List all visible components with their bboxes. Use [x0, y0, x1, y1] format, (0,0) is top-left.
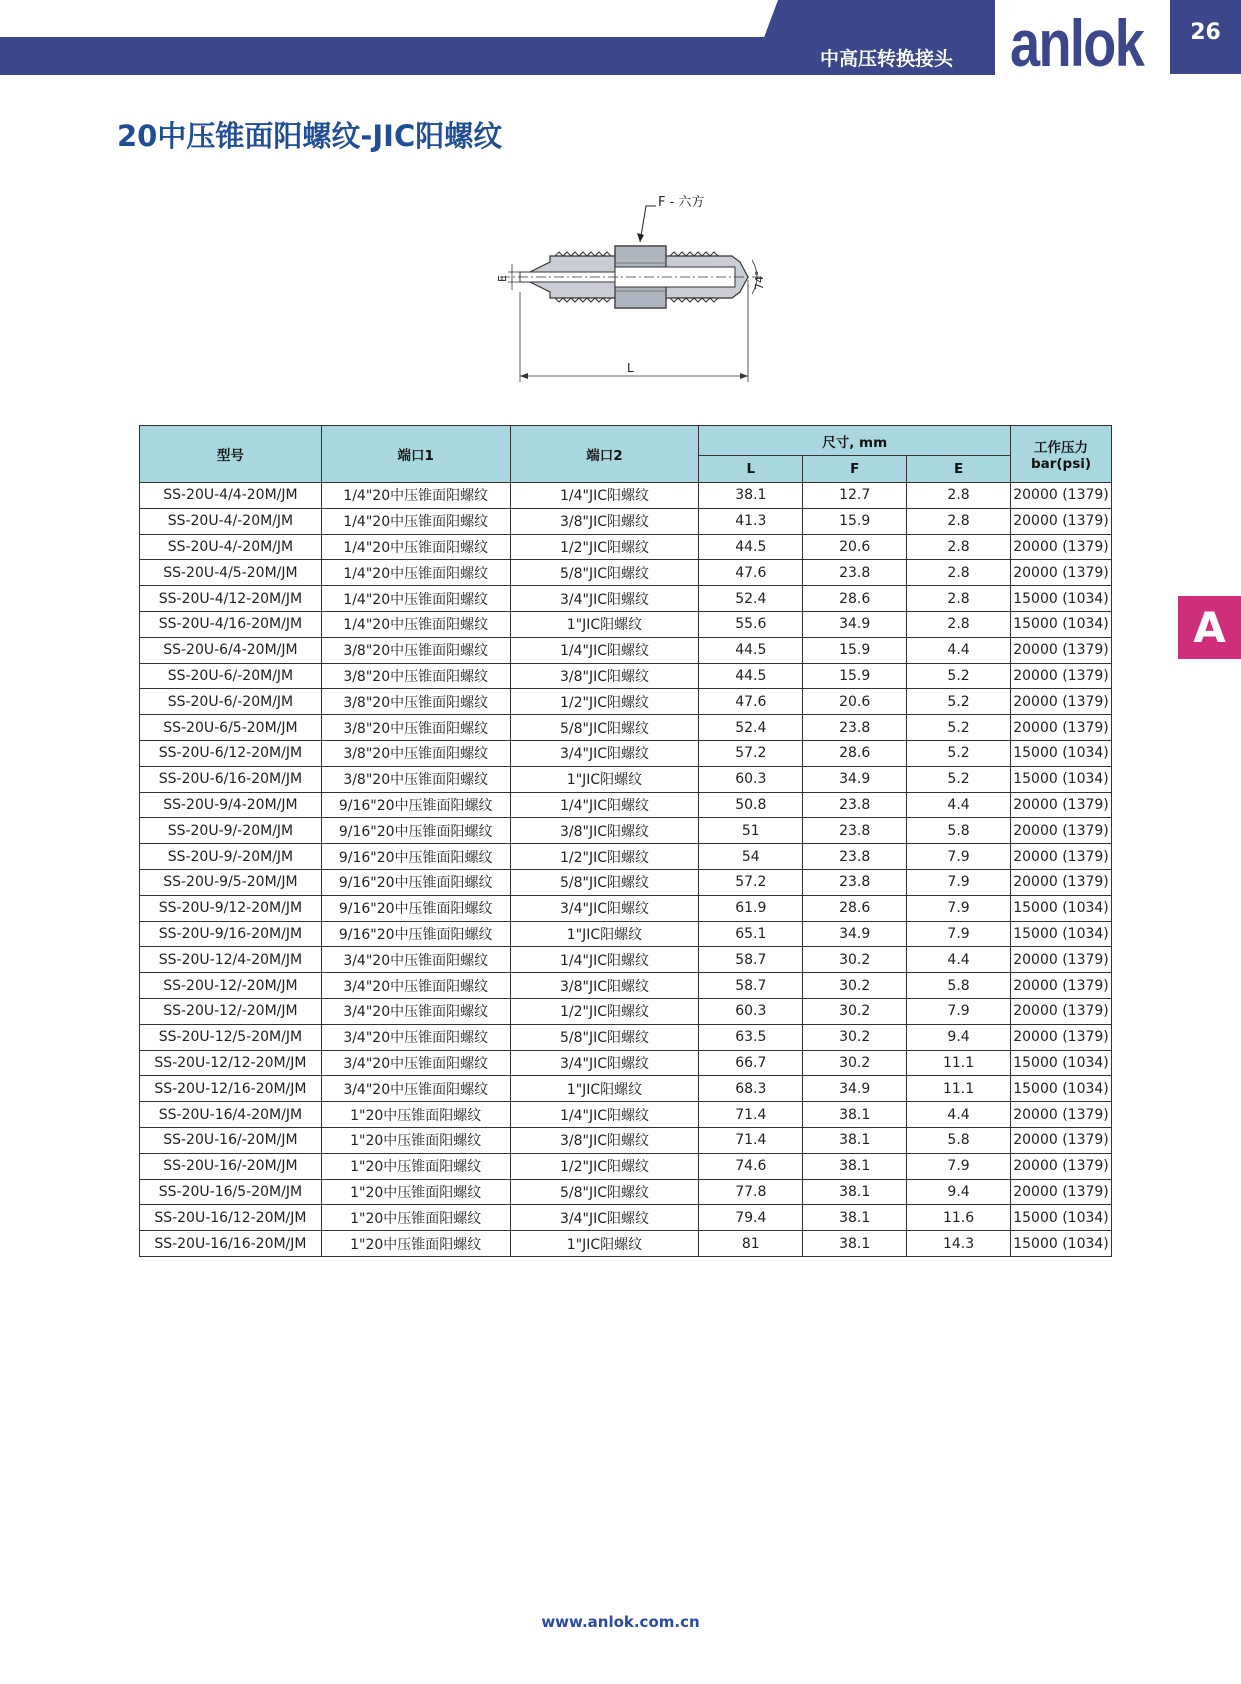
cell-bore-e: 5.2 [907, 689, 1011, 715]
hex-label: F - 六方 [658, 195, 705, 210]
cell-length-l: 57.2 [699, 869, 803, 895]
cell-pressure: 15000 (1034) [1011, 586, 1112, 612]
cell-port2: 5/8"JIC阳螺纹 [510, 715, 699, 741]
cell-model: SS-20U-12/4-20M/JM [140, 947, 322, 973]
cell-length-l: 55.6 [699, 611, 803, 637]
cell-model: SS-20U-4/16-20M/JM [140, 611, 322, 637]
cell-pressure: 20000 (1379) [1011, 1153, 1112, 1179]
cell-hex-f: 34.9 [803, 1076, 907, 1102]
cell-bore-e: 2.8 [907, 534, 1011, 560]
cell-port1: 3/4"20中压锥面阳螺纹 [321, 1050, 510, 1076]
cell-pressure: 20000 (1379) [1011, 1102, 1112, 1128]
cell-port2: 3/8"JIC阳螺纹 [510, 818, 699, 844]
cell-length-l: 57.2 [699, 740, 803, 766]
cell-bore-e: 5.8 [907, 1127, 1011, 1153]
cell-hex-f: 20.6 [803, 689, 907, 715]
footer-url: www.anlok.com.cn [541, 1613, 700, 1631]
cell-port1: 3/8"20中压锥面阳螺纹 [321, 689, 510, 715]
table-row [140, 1127, 1112, 1153]
cell-length-l: 63.5 [699, 1024, 803, 1050]
section-tab: A [1178, 596, 1241, 659]
cell-pressure: 20000 (1379) [1011, 947, 1112, 973]
cell-hex-f: 20.6 [803, 534, 907, 560]
cell-bore-e: 4.4 [907, 637, 1011, 663]
cell-port1: 1/4"20中压锥面阳螺纹 [321, 508, 510, 534]
cell-bore-e: 7.9 [907, 869, 1011, 895]
cell-model: SS-20U-6/12-20M/JM [140, 740, 322, 766]
cell-port1: 9/16"20中压锥面阳螺纹 [321, 844, 510, 870]
cell-bore-e: 7.9 [907, 921, 1011, 947]
cell-bore-e: 2.8 [907, 508, 1011, 534]
cell-port2: 1/2"JIC阳螺纹 [510, 534, 699, 560]
cell-hex-f: 23.8 [803, 792, 907, 818]
cell-length-l: 71.4 [699, 1102, 803, 1128]
cell-model: SS-20U-9/-20M/JM [140, 818, 322, 844]
cell-model: SS-20U-16/-20M/JM [140, 1127, 322, 1153]
cell-port2: 1"JIC阳螺纹 [510, 921, 699, 947]
table-row [140, 611, 1112, 637]
header-dimensions: 尺寸, mm [699, 426, 1011, 456]
cell-length-l: 74.6 [699, 1153, 803, 1179]
table-row [140, 998, 1112, 1024]
cell-pressure: 20000 (1379) [1011, 1024, 1112, 1050]
cell-port1: 9/16"20中压锥面阳螺纹 [321, 869, 510, 895]
header-model: 型号 [140, 426, 322, 483]
table-row [140, 1153, 1112, 1179]
cell-port1: 1/4"20中压锥面阳螺纹 [321, 560, 510, 586]
cell-port1: 1"20中压锥面阳螺纹 [321, 1102, 510, 1128]
cell-model: SS-20U-16/5-20M/JM [140, 1179, 322, 1205]
cell-model: SS-20U-6/-20M/JM [140, 689, 322, 715]
cell-length-l: 81 [699, 1231, 803, 1257]
cell-length-l: 66.7 [699, 1050, 803, 1076]
cell-pressure: 15000 (1034) [1011, 921, 1112, 947]
cell-port2: 3/4"JIC阳螺纹 [510, 586, 699, 612]
cell-port2: 1/4"JIC阳螺纹 [510, 792, 699, 818]
cell-port2: 3/8"JIC阳螺纹 [510, 508, 699, 534]
cell-bore-e: 9.4 [907, 1024, 1011, 1050]
cell-pressure: 20000 (1379) [1011, 818, 1112, 844]
cell-port1: 9/16"20中压锥面阳螺纹 [321, 921, 510, 947]
table-row [140, 689, 1112, 715]
cell-pressure: 20000 (1379) [1011, 637, 1112, 663]
page-number: 26 [1190, 20, 1221, 45]
cell-port1: 3/4"20中压锥面阳螺纹 [321, 998, 510, 1024]
cell-model: SS-20U-6/16-20M/JM [140, 766, 322, 792]
cell-port1: 9/16"20中压锥面阳螺纹 [321, 895, 510, 921]
cell-pressure: 20000 (1379) [1011, 1127, 1112, 1153]
cell-port1: 3/8"20中压锥面阳螺纹 [321, 715, 510, 741]
table-row [140, 1076, 1112, 1102]
cell-hex-f: 23.8 [803, 560, 907, 586]
cell-pressure: 20000 (1379) [1011, 715, 1112, 741]
cell-length-l: 61.9 [699, 895, 803, 921]
cell-port1: 3/4"20中压锥面阳螺纹 [321, 1076, 510, 1102]
cell-model: SS-20U-9/5-20M/JM [140, 869, 322, 895]
cell-port2: 3/4"JIC阳螺纹 [510, 1205, 699, 1231]
cell-pressure: 20000 (1379) [1011, 663, 1112, 689]
table-row [140, 844, 1112, 870]
cell-pressure: 20000 (1379) [1011, 998, 1112, 1024]
cell-bore-e: 2.8 [907, 611, 1011, 637]
cell-port2: 1/2"JIC阳螺纹 [510, 844, 699, 870]
cell-hex-f: 38.1 [803, 1231, 907, 1257]
cell-bore-e: 9.4 [907, 1179, 1011, 1205]
cell-length-l: 44.5 [699, 534, 803, 560]
cell-pressure: 20000 (1379) [1011, 534, 1112, 560]
cell-port1: 3/8"20中压锥面阳螺纹 [321, 740, 510, 766]
table-row [140, 869, 1112, 895]
cell-model: SS-20U-12/12-20M/JM [140, 1050, 322, 1076]
cell-length-l: 38.1 [699, 483, 803, 509]
cell-length-l: 54 [699, 844, 803, 870]
cell-pressure: 15000 (1034) [1011, 1050, 1112, 1076]
cell-hex-f: 23.8 [803, 818, 907, 844]
cell-port1: 3/8"20中压锥面阳螺纹 [321, 663, 510, 689]
cell-port2: 1"JIC阳螺纹 [510, 766, 699, 792]
cell-length-l: 52.4 [699, 586, 803, 612]
cell-port1: 1/4"20中压锥面阳螺纹 [321, 483, 510, 509]
cell-port1: 9/16"20中压锥面阳螺纹 [321, 818, 510, 844]
header-pressure [1011, 426, 1112, 483]
dim-l-label: L [627, 361, 634, 375]
cell-length-l: 79.4 [699, 1205, 803, 1231]
table-row [140, 818, 1112, 844]
table-row [140, 1024, 1112, 1050]
cell-length-l: 44.5 [699, 663, 803, 689]
cell-length-l: 51 [699, 818, 803, 844]
cell-pressure: 15000 (1034) [1011, 740, 1112, 766]
spec-table [139, 425, 1112, 1257]
table-row [140, 1179, 1112, 1205]
cell-length-l: 58.7 [699, 947, 803, 973]
cell-hex-f: 23.8 [803, 715, 907, 741]
cell-model: SS-20U-9/-20M/JM [140, 844, 322, 870]
cell-bore-e: 2.8 [907, 483, 1011, 509]
table-row [140, 921, 1112, 947]
table-row [140, 663, 1112, 689]
cell-length-l: 68.3 [699, 1076, 803, 1102]
cell-model: SS-20U-6/4-20M/JM [140, 637, 322, 663]
cell-model: SS-20U-4/12-20M/JM [140, 586, 322, 612]
cell-port1: 1/4"20中压锥面阳螺纹 [321, 611, 510, 637]
cell-hex-f: 15.9 [803, 663, 907, 689]
cell-bore-e: 11.6 [907, 1205, 1011, 1231]
table-row [140, 586, 1112, 612]
table-row [140, 508, 1112, 534]
cell-port2: 1/4"JIC阳螺纹 [510, 947, 699, 973]
cell-pressure: 15000 (1034) [1011, 611, 1112, 637]
cell-hex-f: 30.2 [803, 1024, 907, 1050]
cell-model: SS-20U-16/4-20M/JM [140, 1102, 322, 1128]
cell-port2: 5/8"JIC阳螺纹 [510, 1179, 699, 1205]
cell-hex-f: 38.1 [803, 1102, 907, 1128]
cell-pressure: 20000 (1379) [1011, 1179, 1112, 1205]
cell-hex-f: 38.1 [803, 1153, 907, 1179]
cell-pressure: 20000 (1379) [1011, 689, 1112, 715]
page-title: 20中压锥面阳螺纹-JIC阳螺纹 [117, 119, 503, 153]
table-row [140, 895, 1112, 921]
fitting-diagram [480, 190, 770, 390]
cell-pressure: 20000 (1379) [1011, 483, 1112, 509]
cell-port1: 1"20中压锥面阳螺纹 [321, 1127, 510, 1153]
cell-port1: 3/8"20中压锥面阳螺纹 [321, 766, 510, 792]
cell-model: SS-20U-6/-20M/JM [140, 663, 322, 689]
cell-port2: 1"JIC阳螺纹 [510, 1076, 699, 1102]
cell-model: SS-20U-16/-20M/JM [140, 1153, 322, 1179]
table-row [140, 740, 1112, 766]
table-row [140, 560, 1112, 586]
cell-model: SS-20U-16/16-20M/JM [140, 1231, 322, 1257]
cell-port2: 3/8"JIC阳螺纹 [510, 663, 699, 689]
angle-label: 74° [753, 270, 766, 290]
table-row [140, 1205, 1112, 1231]
cell-bore-e: 5.8 [907, 818, 1011, 844]
cell-length-l: 44.5 [699, 637, 803, 663]
cell-hex-f: 23.8 [803, 844, 907, 870]
cell-pressure: 20000 (1379) [1011, 508, 1112, 534]
cell-hex-f: 15.9 [803, 508, 907, 534]
table-row [140, 1231, 1112, 1257]
cell-port2: 5/8"JIC阳螺纹 [510, 560, 699, 586]
cell-bore-e: 11.1 [907, 1076, 1011, 1102]
cell-model: SS-20U-4/-20M/JM [140, 534, 322, 560]
cell-hex-f: 23.8 [803, 869, 907, 895]
table-row [140, 534, 1112, 560]
cell-port1: 1/4"20中压锥面阳螺纹 [321, 586, 510, 612]
cell-pressure: 20000 (1379) [1011, 792, 1112, 818]
cell-length-l: 52.4 [699, 715, 803, 741]
cell-port2: 1/2"JIC阳螺纹 [510, 1153, 699, 1179]
cell-hex-f: 34.9 [803, 611, 907, 637]
table-row [140, 792, 1112, 818]
cell-port1: 9/16"20中压锥面阳螺纹 [321, 792, 510, 818]
cell-port2: 1/4"JIC阳螺纹 [510, 1102, 699, 1128]
cell-port2: 3/4"JIC阳螺纹 [510, 1050, 699, 1076]
cell-bore-e: 7.9 [907, 1153, 1011, 1179]
header-port2: 端口2 [510, 426, 699, 483]
cell-pressure: 15000 (1034) [1011, 895, 1112, 921]
table-row [140, 1050, 1112, 1076]
cell-model: SS-20U-4/-20M/JM [140, 508, 322, 534]
cell-model: SS-20U-9/4-20M/JM [140, 792, 322, 818]
cell-model: SS-20U-16/12-20M/JM [140, 1205, 322, 1231]
cell-port1: 3/4"20中压锥面阳螺纹 [321, 973, 510, 999]
cell-hex-f: 28.6 [803, 895, 907, 921]
cell-bore-e: 5.2 [907, 715, 1011, 741]
cell-bore-e: 7.9 [907, 998, 1011, 1024]
page-number-box [1170, 0, 1241, 74]
section-title: 中高压转换接头 [820, 48, 954, 70]
cell-length-l: 41.3 [699, 508, 803, 534]
cell-length-l: 60.3 [699, 998, 803, 1024]
cell-length-l: 65.1 [699, 921, 803, 947]
table-row [140, 947, 1112, 973]
cell-hex-f: 30.2 [803, 947, 907, 973]
cell-pressure: 15000 (1034) [1011, 1076, 1112, 1102]
cell-hex-f: 28.6 [803, 740, 907, 766]
cell-model: SS-20U-12/-20M/JM [140, 973, 322, 999]
cell-pressure: 20000 (1379) [1011, 560, 1112, 586]
cell-port1: 1"20中压锥面阳螺纹 [321, 1205, 510, 1231]
cell-bore-e: 4.4 [907, 792, 1011, 818]
cell-hex-f: 30.2 [803, 973, 907, 999]
cell-bore-e: 4.4 [907, 947, 1011, 973]
cell-port1: 3/8"20中压锥面阳螺纹 [321, 637, 510, 663]
cell-port2: 1/4"JIC阳螺纹 [510, 637, 699, 663]
cell-bore-e: 4.4 [907, 1102, 1011, 1128]
cell-model: SS-20U-4/5-20M/JM [140, 560, 322, 586]
cell-bore-e: 11.1 [907, 1050, 1011, 1076]
header-pressure-line2: bar(psi) [1030, 456, 1092, 472]
cell-pressure: 20000 (1379) [1011, 869, 1112, 895]
cell-port1: 3/4"20中压锥面阳螺纹 [321, 1024, 510, 1050]
cell-port1: 1"20中压锥面阳螺纹 [321, 1153, 510, 1179]
cell-length-l: 58.7 [699, 973, 803, 999]
cell-port1: 1"20中压锥面阳螺纹 [321, 1231, 510, 1257]
cell-hex-f: 34.9 [803, 921, 907, 947]
cell-model: SS-20U-4/4-20M/JM [140, 483, 322, 509]
cell-length-l: 60.3 [699, 766, 803, 792]
table-row [140, 766, 1112, 792]
dim-e-label: E [496, 275, 509, 282]
cell-length-l: 71.4 [699, 1127, 803, 1153]
table-row [140, 715, 1112, 741]
cell-port2: 1/2"JIC阳螺纹 [510, 689, 699, 715]
cell-length-l: 47.6 [699, 560, 803, 586]
cell-hex-f: 34.9 [803, 766, 907, 792]
table-row [140, 973, 1112, 999]
cell-port2: 5/8"JIC阳螺纹 [510, 1024, 699, 1050]
cell-model: SS-20U-6/5-20M/JM [140, 715, 322, 741]
cell-port2: 1/2"JIC阳螺纹 [510, 998, 699, 1024]
cell-model: SS-20U-12/-20M/JM [140, 998, 322, 1024]
cell-hex-f: 28.6 [803, 586, 907, 612]
cell-port1: 1/4"20中压锥面阳螺纹 [321, 534, 510, 560]
cell-bore-e: 14.3 [907, 1231, 1011, 1257]
header-port1: 端口1 [321, 426, 510, 483]
header-l: L [699, 456, 803, 483]
cell-hex-f: 15.9 [803, 637, 907, 663]
cell-pressure: 15000 (1034) [1011, 766, 1112, 792]
cell-port1: 3/4"20中压锥面阳螺纹 [321, 947, 510, 973]
table-row [140, 637, 1112, 663]
table-row [140, 483, 1112, 509]
cell-pressure: 20000 (1379) [1011, 844, 1112, 870]
cell-hex-f: 38.1 [803, 1127, 907, 1153]
cell-port2: 3/8"JIC阳螺纹 [510, 973, 699, 999]
cell-bore-e: 5.2 [907, 740, 1011, 766]
cell-hex-f: 30.2 [803, 998, 907, 1024]
cell-port1: 1"20中压锥面阳螺纹 [321, 1179, 510, 1205]
cell-hex-f: 38.1 [803, 1179, 907, 1205]
cell-bore-e: 2.8 [907, 586, 1011, 612]
cell-bore-e: 7.9 [907, 844, 1011, 870]
cell-hex-f: 30.2 [803, 1050, 907, 1076]
cell-bore-e: 2.8 [907, 560, 1011, 586]
cell-port2: 5/8"JIC阳螺纹 [510, 869, 699, 895]
cell-model: SS-20U-12/5-20M/JM [140, 1024, 322, 1050]
cell-model: SS-20U-9/16-20M/JM [140, 921, 322, 947]
header-e: E [907, 456, 1011, 483]
cell-bore-e: 7.9 [907, 895, 1011, 921]
cell-bore-e: 5.2 [907, 663, 1011, 689]
cell-length-l: 77.8 [699, 1179, 803, 1205]
cell-port2: 3/4"JIC阳螺纹 [510, 895, 699, 921]
cell-port2: 1"JIC阳螺纹 [510, 611, 699, 637]
cell-model: SS-20U-12/16-20M/JM [140, 1076, 322, 1102]
cell-model: SS-20U-9/12-20M/JM [140, 895, 322, 921]
cell-length-l: 47.6 [699, 689, 803, 715]
cell-port2: 1"JIC阳螺纹 [510, 1231, 699, 1257]
table-body [140, 483, 1112, 1257]
header-f: F [803, 456, 907, 483]
cell-pressure: 15000 (1034) [1011, 1231, 1112, 1257]
cell-bore-e: 5.2 [907, 766, 1011, 792]
table-row [140, 1102, 1112, 1128]
cell-port2: 3/8"JIC阳螺纹 [510, 1127, 699, 1153]
cell-length-l: 50.8 [699, 792, 803, 818]
cell-pressure: 20000 (1379) [1011, 973, 1112, 999]
cell-bore-e: 5.8 [907, 973, 1011, 999]
cell-hex-f: 38.1 [803, 1205, 907, 1231]
cell-port2: 3/4"JIC阳螺纹 [510, 740, 699, 766]
header-pressure-line1: 工作压力 [1034, 440, 1088, 456]
cell-port2: 1/4"JIC阳螺纹 [510, 483, 699, 509]
cell-hex-f: 12.7 [803, 483, 907, 509]
cell-pressure: 15000 (1034) [1011, 1205, 1112, 1231]
brand-logo: anlok [1010, 6, 1144, 80]
